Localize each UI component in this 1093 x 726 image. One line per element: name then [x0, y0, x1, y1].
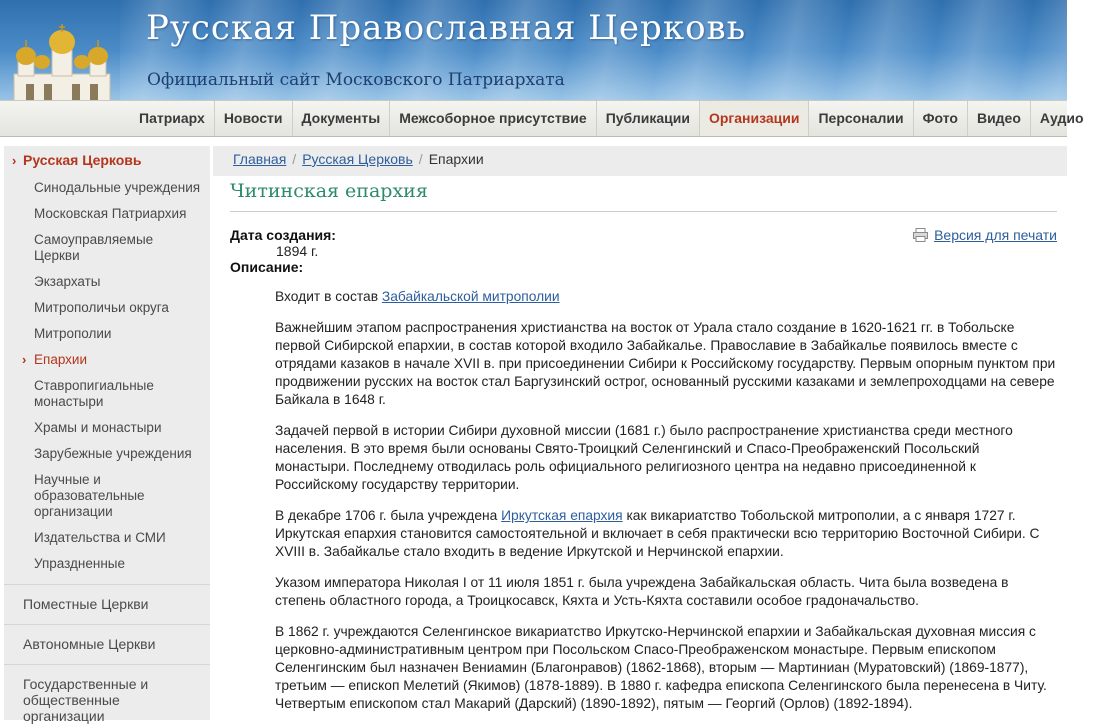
- nav-item-intercouncil[interactable]: Межсоборное присутствие: [389, 101, 595, 136]
- sidebar-item-abolished[interactable]: Упраздненные: [34, 556, 125, 571]
- paragraph-4: Указом императора Николая I от 11 июля 1851 г. была учреждена Забайкальская область. Чита была возведена в степень областного города, а Троицкосавск, Кяхта и Усть-Кяхта составили особое градоначальство.: [275, 575, 1009, 608]
- printer-icon: [913, 228, 928, 242]
- sidebar-item-patriarchy[interactable]: Московская Патриархия: [34, 206, 187, 221]
- paragraph-1: Важнейшим этапом распространения христианства на восток от Урала стало создание в 1620-1621 гг. в Тобольске первой Сибирской епархии, в состав которой входило Забайкалье. Православие в Забайкалье появилось вместе с отрядами казаков в начале XVII в. при присоединении Сибири к Российскому государству. Первым опорным пунктом при продвижении русских на восток стал Баргузинский острог, основанный русскими казаками и землепроходцами на севере Байкала в 1648 г.: [275, 320, 1056, 407]
- chevron-right-icon: ›: [12, 152, 17, 168]
- sidebar-item-autonomous[interactable]: Автономные Церкви: [23, 636, 156, 652]
- sidebar-section-russian-church[interactable]: [4, 150, 210, 170]
- sidebar-item-label: Епархии: [34, 352, 88, 367]
- metropoly-link[interactable]: Забайкальской митрополии: [381, 289, 560, 304]
- chevron-right-icon: ›: [22, 352, 27, 367]
- sidebar-section-label: Русская Церковь: [23, 152, 142, 168]
- paragraph-3-prefix: В декабре 1706 г. была учреждена: [275, 508, 502, 523]
- nav-item-video[interactable]: Видео: [967, 101, 1030, 136]
- sidebar-item-metropolitan-districts[interactable]: Митрополичьи округа: [34, 300, 169, 315]
- sidebar-divider: [4, 584, 210, 585]
- sidebar-divider: [4, 624, 210, 625]
- paragraph-2: Задачей первой в истории Сибири духовной миссии (1681 г.) было распространение христианства среди местного населения. В это время были основаны Свято-Троицкий Селенгинский и Спасо-Преображенский Посольский монастыри. Последнему отводилась роль официального религиозного центра на недавно присоединенной к Российскому государству территории.: [275, 423, 1013, 492]
- sidebar-item-metropolies[interactable]: Митрополии: [34, 326, 112, 341]
- paragraph-3: [275, 507, 1057, 561]
- breadcrumb-separator: /: [292, 151, 297, 167]
- sidebar-item-media[interactable]: Издательства и СМИ: [34, 530, 166, 545]
- sidebar-item-local-churches[interactable]: Поместные Церкви: [23, 596, 149, 612]
- sidebar-item-self-governing[interactable]: Самоуправляемые Церкви: [34, 232, 154, 263]
- intro-text: Входит в состав: [275, 289, 382, 304]
- paragraph-5: В 1862 г. учреждаются Селенгинское викариатство Иркутско-Нерчинской епархии и Забайкальская духовная миссия с церковно-административным центром при Посольском Спасо-Преображенском монастыре. Первым епископом Селенгинским был назначен Вениамин (Благонравов) (1862-1868), вторым — Мартиниан (Муратовский) (1869-1877), третьим — епископ Мелетий (Якимов) (1878-1889). В 1880 г. кафедра епископа Селенгинского была перенесена в Читу. Четвертым епископом стал Макарий (Дарский) (1890-1892), пятым — Георгий (Орлов) (1892-1894).: [275, 624, 1047, 711]
- breadcrumb-current: Епархии: [428, 151, 484, 167]
- nav-item-photo[interactable]: Фото: [913, 101, 967, 136]
- nav-item-publications[interactable]: Публикации: [596, 101, 699, 136]
- sidebar-item-exarchates[interactable]: Экзархаты: [34, 274, 101, 289]
- created-value: 1894 г.: [276, 243, 319, 259]
- sidebar-item-temples[interactable]: Храмы и монастыри: [34, 420, 162, 435]
- sidebar-item-dioceses[interactable]: [4, 352, 210, 368]
- nav-item-persons[interactable]: Персоналии: [808, 101, 912, 136]
- site-subtitle: Официальный сайт Московского Патриархата: [147, 70, 565, 90]
- paragraph-3-suffix: как викариатство Тобольской митрополии, а с января 1727 г. Иркутская епархия становится самостоятельной и включает в себя практически всю территорию Восточной Сибири. С XVIII в. Забайкалье стало входить в ведение Иркутской и Нерчинской епархии.: [275, 508, 1040, 559]
- nav-item-news[interactable]: Новости: [214, 101, 292, 136]
- sidebar: [4, 146, 210, 724]
- print-version-link[interactable]: Версия для печати: [934, 227, 1057, 243]
- description-label: Описание:: [230, 259, 304, 275]
- intro-paragraph: [275, 288, 1057, 306]
- print-version[interactable]: [913, 227, 1057, 243]
- diocese-meta: [230, 227, 336, 275]
- description-body: [275, 288, 1057, 726]
- main-nav: [0, 100, 1084, 137]
- breadcrumb-separator: /: [418, 151, 423, 167]
- nav-item-documents[interactable]: Документы: [292, 101, 390, 136]
- breadcrumb-russian-church[interactable]: Русская Церковь: [302, 151, 413, 167]
- sidebar-item-state-organizations[interactable]: Государственные и общественные организации: [23, 676, 149, 724]
- sidebar-item-stauropegial[interactable]: Ставропигиальные монастыри: [34, 378, 154, 409]
- nav-item-organizations[interactable]: Организации: [699, 101, 809, 136]
- site-header: [0, 0, 1084, 135]
- nav-item-audio[interactable]: Аудио: [1030, 101, 1093, 136]
- sidebar-item-synodal[interactable]: Синодальные учреждения: [34, 180, 201, 195]
- title-divider: [230, 211, 1057, 212]
- breadcrumb: [213, 146, 1067, 172]
- page-title: Читинская епархия: [230, 180, 428, 202]
- sidebar-item-foreign[interactable]: Зарубежные учреждения: [34, 446, 192, 461]
- breadcrumb-bar: [213, 146, 1067, 176]
- sidebar-item-scientific[interactable]: Научные и образовательные организации: [34, 472, 145, 519]
- site-title[interactable]: Русская Православная Церковь: [146, 8, 747, 48]
- breadcrumb-home[interactable]: Главная: [233, 151, 287, 167]
- nav-item-patriarch[interactable]: Патриарх: [139, 110, 205, 126]
- irkutsk-diocese-link[interactable]: Иркутская епархия: [501, 508, 623, 523]
- sidebar-divider: [4, 664, 210, 665]
- created-label: Дата создания:: [230, 227, 336, 243]
